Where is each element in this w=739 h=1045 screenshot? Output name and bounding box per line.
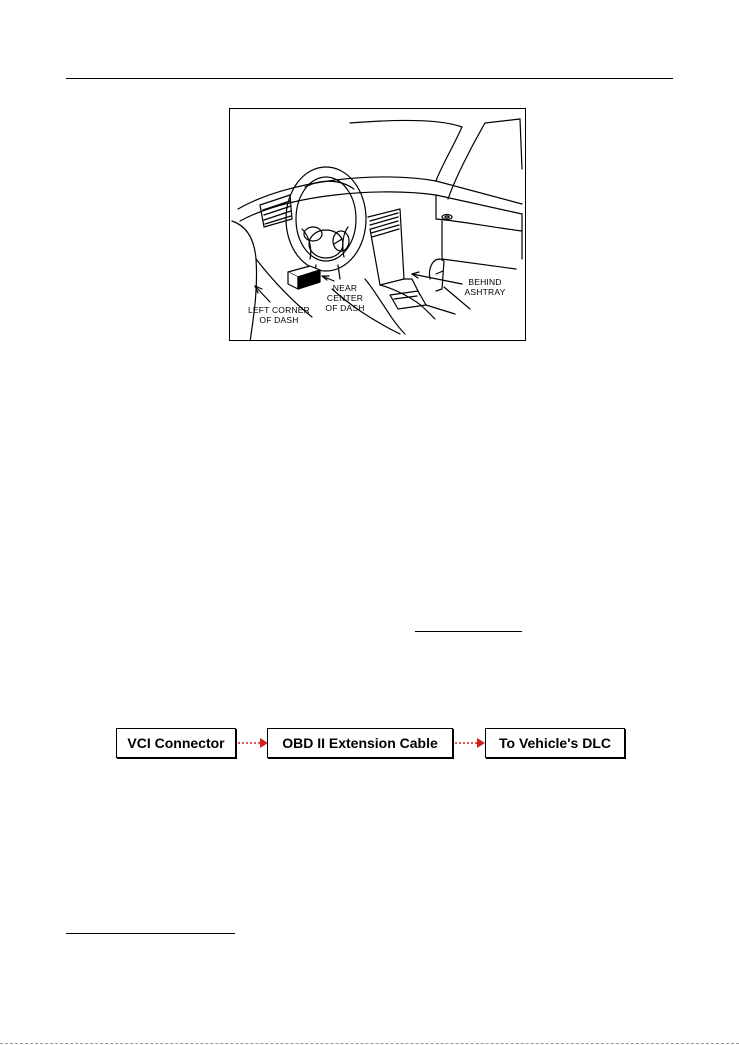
- page-bottom-rule: [0, 1043, 739, 1044]
- header-rule: [66, 78, 673, 79]
- flow-arrow-2: [454, 736, 486, 750]
- flow-box-obd-extension-cable: OBD II Extension Cable: [267, 728, 453, 758]
- flow-arrow-1: [237, 736, 269, 750]
- underline-rule: [415, 631, 522, 632]
- dlc-location-figure: [229, 108, 526, 341]
- label-left-corner-of-dash: LEFT CORNER OF DASH: [247, 305, 311, 325]
- label-behind-ashtray: BEHIND ASHTRAY: [464, 277, 506, 297]
- label-near-center-of-dash: NEAR CENTER OF DASH: [325, 283, 365, 313]
- footnote-rule: [66, 933, 235, 934]
- flow-box-vehicle-dlc: To Vehicle's DLC: [485, 728, 625, 758]
- flow-box-vci-connector: VCI Connector: [116, 728, 236, 758]
